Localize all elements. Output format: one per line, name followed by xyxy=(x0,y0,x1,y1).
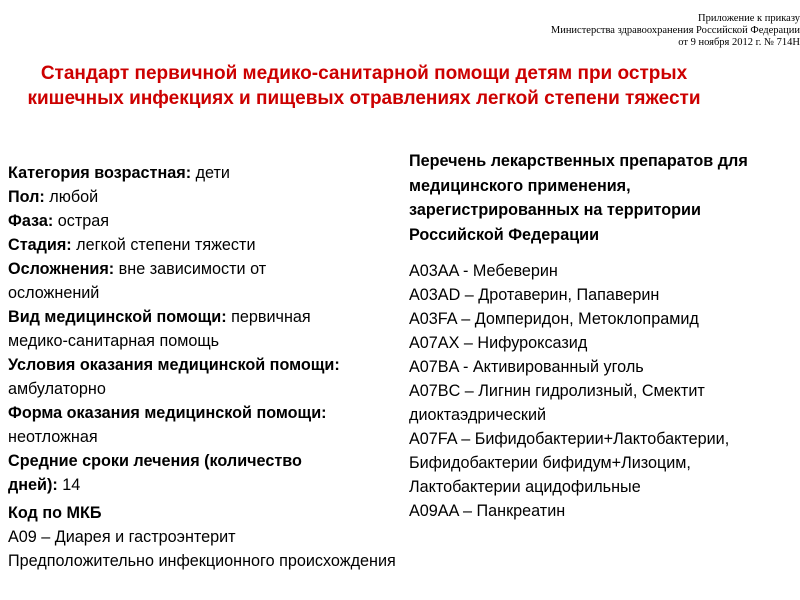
field-label: Вид медицинской помощи: xyxy=(8,308,227,326)
field-care-conditions xyxy=(8,353,353,401)
field-value: легкой степени тяжести xyxy=(71,236,256,254)
field-label: Категория возрастная: xyxy=(8,164,192,182)
field-value: амбулаторно xyxy=(8,380,106,398)
drug-item: A07AX – Нифуроксазид xyxy=(409,334,588,352)
drug-item: A03FA – Домперидон, Метоклопрамид xyxy=(409,310,699,328)
field-value: дети xyxy=(191,164,230,182)
drug-item: A03AD – Дротаверин, Папаверин xyxy=(409,286,660,304)
field-value: любой xyxy=(44,188,99,206)
field-label: Стадия: xyxy=(8,236,72,254)
field-value: острая xyxy=(53,212,110,230)
field-sex xyxy=(8,185,353,209)
header-line-3: от 9 ноября 2012 г. № 714Н xyxy=(678,37,800,48)
field-treatment-duration xyxy=(8,449,353,497)
drug-item: A09AA – Панкреатин xyxy=(409,502,566,520)
drug-item: A07BA - Активированный уголь xyxy=(409,358,644,376)
field-care-form xyxy=(8,401,353,449)
icd-code-line: A09 – Диарея и гастроэнтерит xyxy=(8,528,236,546)
field-value: 14 xyxy=(57,476,81,494)
header-line-1: Приложение к приказу xyxy=(698,13,800,24)
order-appendix-header xyxy=(400,13,800,49)
field-stage xyxy=(8,233,353,257)
standard-parameters xyxy=(8,161,353,497)
drug-item: A03AA - Мебеверин xyxy=(409,262,558,280)
field-label: Фаза: xyxy=(8,212,54,230)
field-label: Форма оказания медицинской помощи: xyxy=(8,404,327,422)
drug-item: A07BC – Лигнин гидролизный, Смектит диоктаэдрический xyxy=(409,382,705,424)
field-label: Средние сроки лечения (количество дней): xyxy=(8,452,302,494)
header-line-2: Министерства здравоохранения Российской Федерации xyxy=(550,25,800,36)
field-label: Осложнения: xyxy=(8,260,115,278)
icd-code-block xyxy=(8,501,468,573)
field-complications xyxy=(8,257,353,305)
icd-description-line: Предположительно инфекционного происхождения xyxy=(8,552,396,570)
field-care-type xyxy=(8,305,353,353)
field-phase xyxy=(8,209,353,233)
drug-list xyxy=(409,259,794,523)
field-value: неотложная xyxy=(8,428,98,446)
field-label: Условия оказания медицинской помощи: xyxy=(8,356,340,374)
field-value: первичная медико-санитарная помощь xyxy=(8,308,311,350)
icd-label xyxy=(8,501,468,525)
field-age-category xyxy=(8,161,353,185)
field-label: Пол: xyxy=(8,188,45,206)
page-title: Стандарт первичной медико-санитарной помощи детям при острых кишечных инфекциях и пищевых отравлениях легкой степени тяжести xyxy=(27,63,701,109)
drug-item: A07FA – Бифидобактерии+Лактобактерии, Бифидобактерии бифидум+Лизоцим, Лактобактерии ацидофильные xyxy=(409,430,730,496)
field-value: вне зависимости от осложнений xyxy=(8,260,267,302)
icd-label-text: Код по МКБ xyxy=(8,504,102,522)
drug-list-heading: Перечень лекарственных препаратов для медицинского применения, зарегистрированных на территории Российской Федерации xyxy=(409,152,748,244)
